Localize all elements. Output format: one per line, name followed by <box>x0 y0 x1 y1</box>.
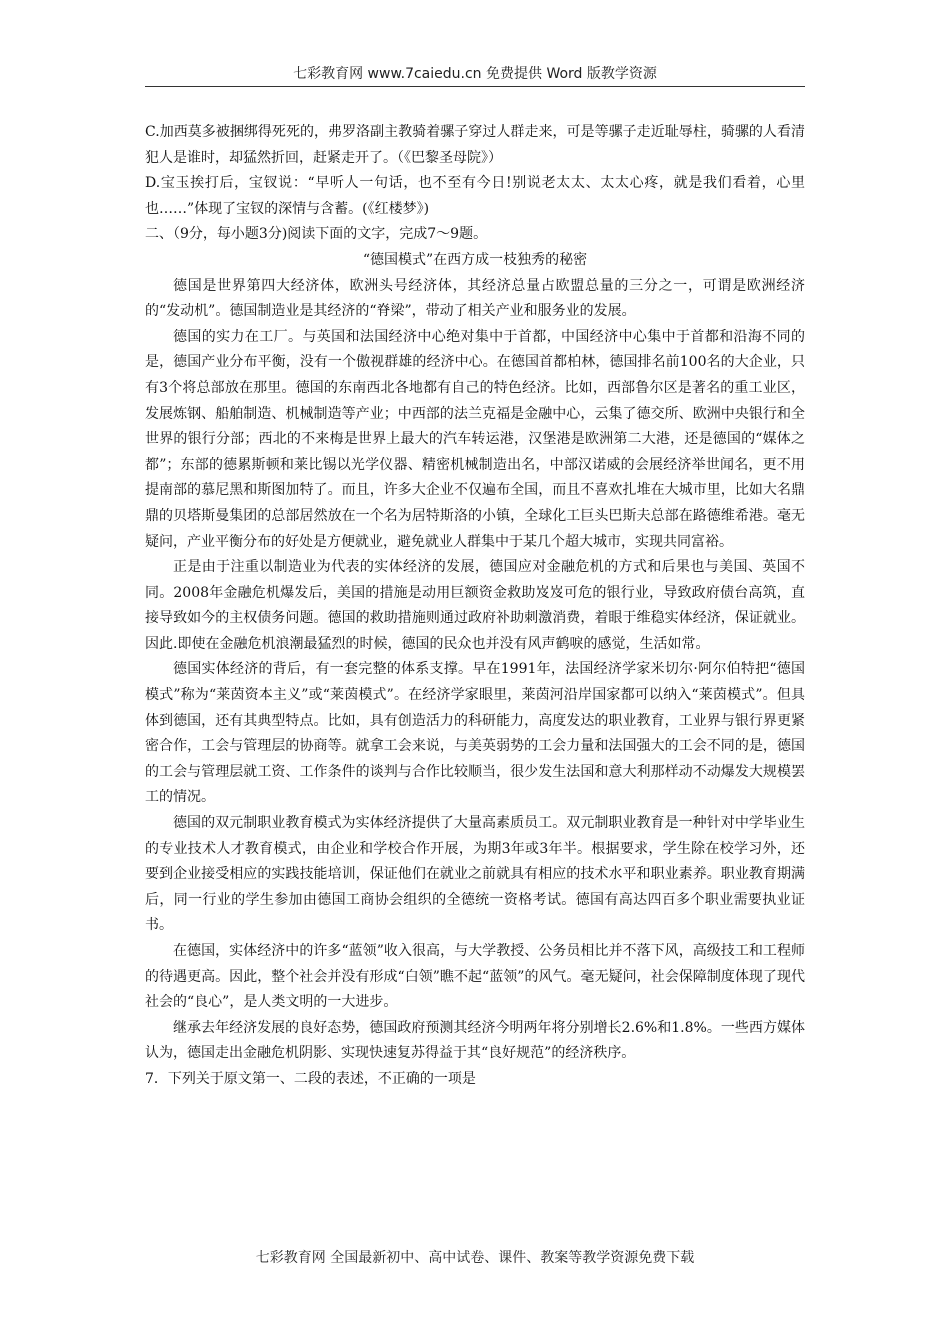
section-heading: 二、（9分，每小题3分)阅读下面的文字，完成7～9题。 <box>145 226 488 243</box>
option-d: D.宝玉挨打后，宝钗说：“早听人一句话，也不至有今日!别说老太太、太太心疼，就是我们看着，心里也……”体现了宝钗的深情与含蓄。(《红楼梦》) <box>145 175 805 217</box>
article-title: “德国模式”在西方成一枝独秀的秘密 <box>362 251 588 268</box>
article-paragraph: 继承去年经济发展的良好态势，德国政府预测其经济今明两年将分别增长2.6%和1.8%。一些西方媒体认为，德国走出金融危机阴影、实现快速复苏得益于其“良好规范”的经济秩序。 <box>145 1019 805 1062</box>
article-paragraph: 德国实体经济的背后，有一套完整的体系支撑。早在1991年，法国经济学家米切尔·阿尔伯特把“德国模式”称为“莱茵资本主义”或“莱茵模式”。在经济学家眼里，莱茵河沿岸国家都可以纳入“莱茵模式”。但具体到德国，还有其典型特点。比如，具有创造活力的科研能力，高度发达的职业教育，工业界与银行界更紧密合作，工会与管理层的协商等。就拿工会来说，与美英弱势的工会力量和法国强大的工会不同的是，德国的工会与管理层就工资、工作条件的谈判与合作比较顺当，很少发生法国和意大利那样动不动爆发大规模罢工的情况。 <box>145 661 805 806</box>
article-paragraph: 德国的实力在工厂。与英国和法国经济中心绝对集中于首都，中国经济中心集中于首都和沿海不同的是，德国产业分布平衡，没有一个傲视群雄的经济中心。在德国首都柏林，德国排名前100名的大企业，只有3个将总部放在那里。德国的东南西北各地都有自己的特色经济。比如，西部鲁尔区是著名的重工业区，发展炼钢、船舶制造、机械制造等产业；中西部的法兰克福是金融中心，云集了德交所、欧洲中央银行和全世界的银行分部；西北的不来梅是世界上最大的汽车转运港，汉堡港是欧洲第二大港，还是德国的“媒体之都”；东部的德累斯顿和莱比锡以光学仪器、精密机械制造出名，中部汉诺威的会展经济举世闻名，更不用提南部的慕尼黑和斯图加特了。而且，许多大企业不仅遍布全国，而且不喜欢扎堆在大城市里，比如大名鼎鼎的贝塔斯曼集团的总部居然放在一个名为居特斯洛的小镇，全球化工巨头巴斯夫总部在路德维希港。毫无疑问，产业平衡分布的好处是方便就业，避免就业人群集中于某几个超大城市，实现共同富裕。 <box>145 328 805 550</box>
article-paragraph: 在德国，实体经济中的许多“蓝领”收入很高，与大学教授、公务员相比并不落下风，高级技工和工程师的待遇更高。因此，整个社会并没有形成“白领”瞧不起“蓝领”的风气。毫无疑问，社会保障制度体现了现代社会的“良心”，是人类文明的一大进步。 <box>145 943 805 1011</box>
article-paragraph: 正是由于注重以制造业为代表的实体经济的发展，德国应对金融危机的方式和后果也与美国、英国不同。2008年金融危机爆发后，美国的措施是动用巨额资金救助岌岌可危的银行业，导致政府债台高筑，直接导致如今的主权债务问题。德国的救助措施则通过政府补助刺激消费，着眼于维稳实体经济，保证就业。因此.即使在金融危机浪潮最猛烈的时候，德国的民众也并没有风声鹤唳的感觉，生活如常。 <box>145 559 805 652</box>
question-7: 7．下列关于原文第一、二段的表述，不正确的一项是 <box>145 1070 476 1087</box>
page-footer: 七彩教育网 全国最新初中、高中试卷、课件、教案等教学资源免费下载 <box>255 1250 695 1266</box>
page-header: 七彩教育网 www.7caiedu.cn 免费提供 Word 版教学资源 <box>293 66 657 82</box>
option-c: C.加西莫多被捆绑得死死的，弗罗洛副主教骑着骡子穿过人群走来，可是等骡子走近耻辱柱，骑骡的人看清犯人是谁时，却猛然折回，赶紧走开了。（《巴黎圣母院》） <box>145 124 805 166</box>
header-divider <box>145 86 805 87</box>
article-paragraph: 德国是世界第四大经济体，欧洲头号经济体，其经济总量占欧盟总量的三分之一，可谓是欧洲经济的“发动机”。德国制造业是其经济的“脊梁”，带动了相关产业和服务业的发展。 <box>145 277 805 320</box>
document-body <box>145 120 805 1093</box>
article-paragraph: 德国的双元制职业教育模式为实体经济提供了大量高素质员工。双元制职业教育是一种针对中学毕业生的专业技术人才教育模式，由企业和学校合作开展，为期3年或3年半。根据要求，学生除在校学习外，还要到企业接受相应的实践技能培训，保证他们在就业之前就具有相应的技术水平和职业素养。职业教育期满后，同一行业的学生参加由德国工商协会组织的全德统一资格考试。德国有高达四百多个职业需要执业证书。 <box>145 815 805 934</box>
